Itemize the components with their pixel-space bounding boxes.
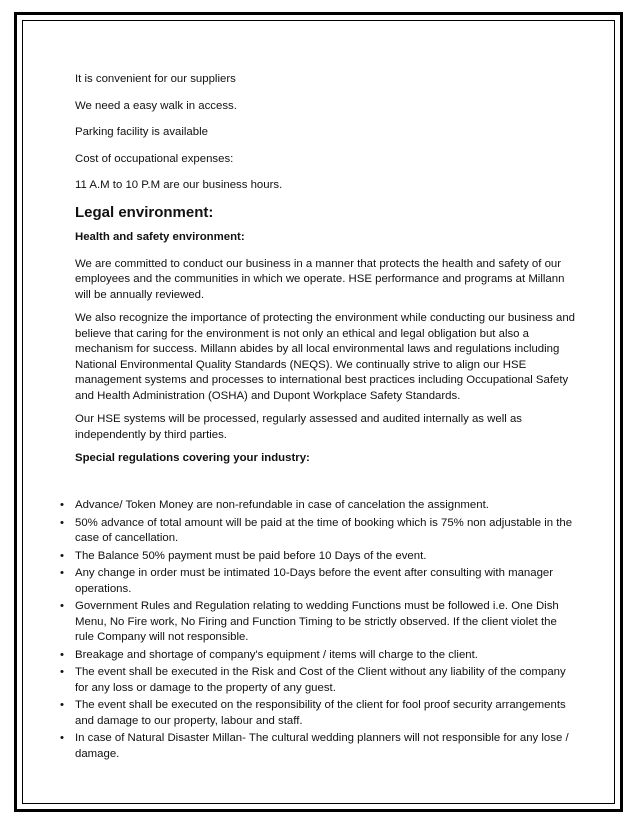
- list-item: [60, 698, 575, 729]
- list-item: [60, 665, 575, 696]
- paragraph: We are committed to conduct our business in a manner that protects the health and safety of our employees and the communities in which we operate. HSE performance and programs at Millann will be annually reviewed.: [75, 257, 565, 301]
- list-item-text: The event shall be executed in the Risk and Cost of the Client without any liability of the company for any loss or damage to the property of any guest.: [75, 666, 566, 694]
- bullet-icon: •: [60, 567, 64, 579]
- paragraph: Our HSE systems will be processed, regularly assessed and audited internally as well as independently by third parties.: [75, 413, 522, 441]
- list-item: [60, 566, 575, 597]
- subheading-special-regulations: Special regulations covering your industry:: [75, 452, 310, 464]
- list-item: [60, 498, 575, 514]
- list-item-text: Breakage and shortage of company's equipment / items will charge to the client.: [75, 648, 478, 661]
- list-item-text: The Balance 50% payment must be paid before 10 Days of the event.: [75, 549, 427, 562]
- list-item-text: The event shall be executed on the responsibility of the client for fool proof security arrangements and damage to our property, labour and staff.: [75, 699, 566, 727]
- regulations-list: [60, 498, 575, 764]
- bullet-icon: •: [60, 499, 64, 511]
- text-line: We need a easy walk in access.: [75, 99, 237, 112]
- bullet-icon: •: [60, 699, 64, 711]
- list-item: [60, 516, 575, 547]
- list-item: [60, 648, 575, 664]
- list-item: [60, 549, 575, 565]
- text-line: Parking facility is available: [75, 126, 208, 138]
- list-item-text: Government Rules and Regulation relating to wedding Functions must be followed i.e. One Dish Menu, No Fire work, No Firing and Function Timing to be strictly observed. If the client violet the rule Company will not responsible.: [75, 600, 559, 643]
- list-item: [60, 731, 575, 762]
- document-body: [75, 72, 575, 478]
- list-item-text: Advance/ Token Money are non-refundable in case of cancelation the assignment.: [75, 499, 489, 511]
- bullet-icon: •: [60, 549, 64, 562]
- paragraph: We also recognize the importance of protecting the environment while conducting our business and believe that caring for the environment is not only an ethical and legal obligation but also a mechanism for success. Millann abides by all local environmental laws and regulations including National Environmental Quality Standards (NEQS). We continually strive to align our HSE management systems and processes to international best practices including Occupational Safety and Health Administration (OSHA) and Dupont Workplace Safety Standards.: [75, 312, 576, 402]
- bullet-icon: •: [60, 648, 64, 661]
- list-item-text: 50% advance of total amount will be paid at the time of booking which is 75% non adjustable in the case of cancellation.: [75, 516, 573, 544]
- text-line: It is convenient for our suppliers: [75, 73, 236, 85]
- bullet-icon: •: [60, 732, 64, 744]
- bullet-icon: •: [60, 600, 64, 612]
- list-item-text: In case of Natural Disaster Millan- The cultural wedding planners will not responsible for any lose / damage.: [75, 732, 569, 760]
- section-heading-legal: Legal environment:: [75, 203, 214, 221]
- list-item-text: Any change in order must be intimated 10-Days before the event after consulting with manager operations.: [75, 567, 554, 595]
- list-item: [60, 599, 575, 646]
- bullet-icon: •: [60, 666, 64, 678]
- bullet-icon: •: [60, 516, 64, 529]
- subheading-health-safety: Health and safety environment:: [75, 231, 245, 243]
- text-line: Cost of occupational expenses:: [75, 152, 234, 165]
- text-line: 11 A.M to 10 P.M are our business hours.: [75, 179, 283, 191]
